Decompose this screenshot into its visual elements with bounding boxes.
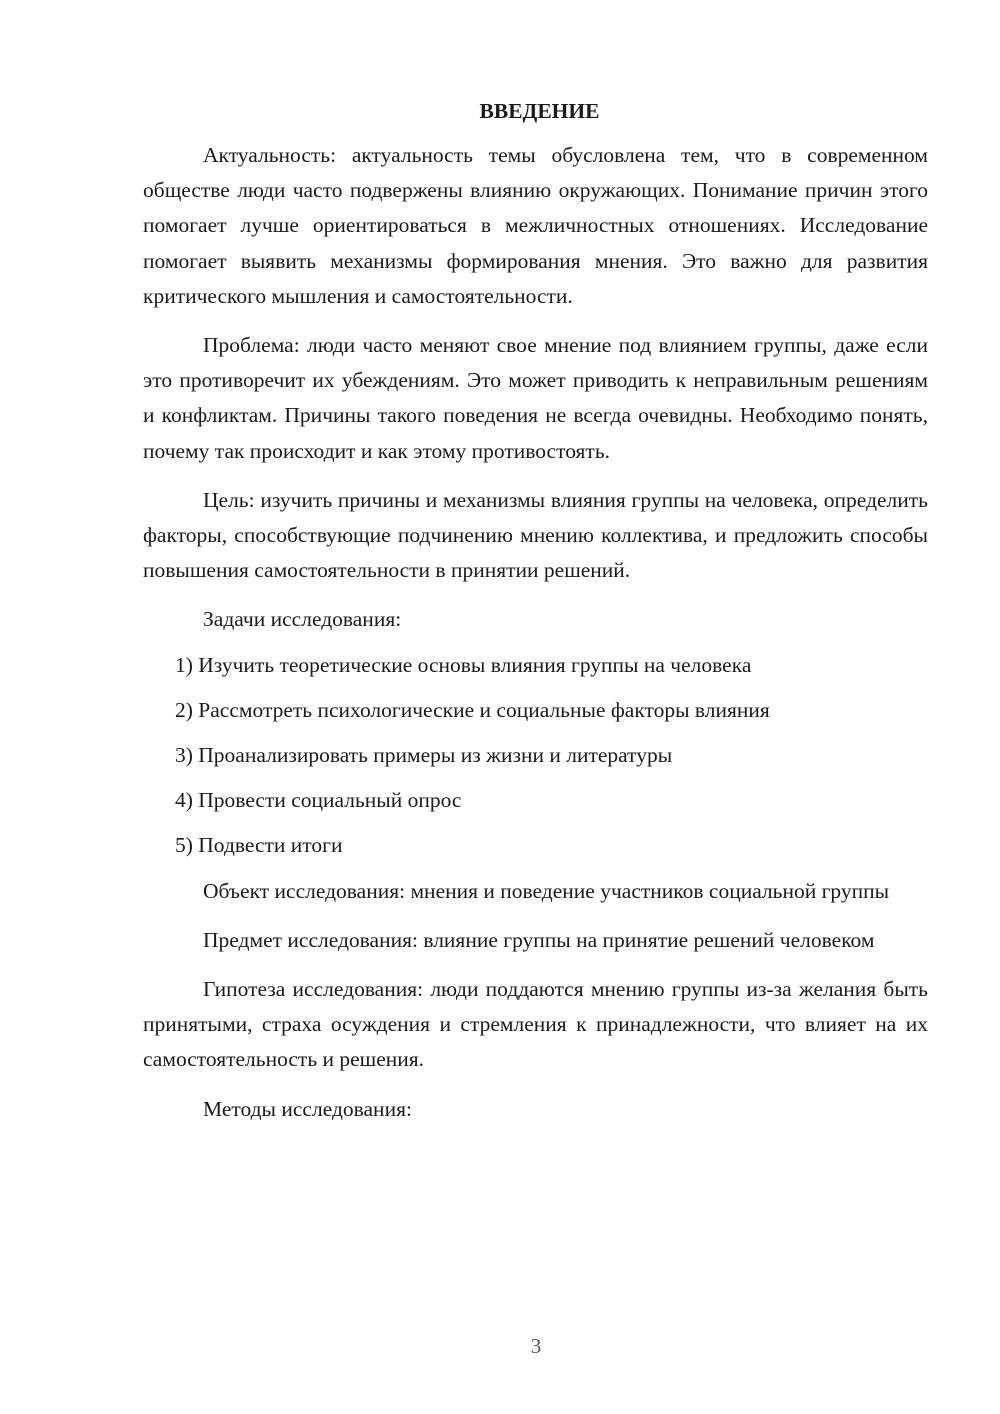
goal-paragraph: Цель: изучить причины и механизмы влияния группы на человека, определить факторы, способствующие подчинению мнению коллектива, и предложить способы повышения самостоятельности в принятии решений. xyxy=(143,487,928,583)
list-item: 2) Рассмотреть психологические и социальные факторы влияния xyxy=(175,697,770,722)
list-item: 1) Изучить теоретические основы влияния группы на человека xyxy=(175,652,752,677)
subject-paragraph: Предмет исследования: влияние группы на принятие решений человеком xyxy=(203,927,875,952)
object-paragraph: Объект исследования: мнения и поведение участников социальной группы xyxy=(203,878,890,903)
tasks-heading: Задачи исследования: xyxy=(203,607,402,632)
problem-paragraph: Проблема: люди часто меняют свое мнение под влиянием группы, даже если это противоречит их убеждениям. Это может приводить к неправильным решениям и конфликтам. Причины такого поведения не всегда очевидны. Необходимо понять, почему так происходит и как этому противостоять. xyxy=(143,333,928,463)
page-title: ВВЕДЕНИЕ xyxy=(479,99,600,123)
list-item: 3) Проанализировать примеры из жизни и литературы xyxy=(175,743,673,768)
methods-heading: Методы исследования: xyxy=(203,1096,412,1121)
page-number: 3 xyxy=(530,1334,542,1358)
relevance-paragraph: Актуальность: актуальность темы обусловлена тем, что в современном обществе люди часто подвержены влиянию окружающих. Понимание причин этого помогает лучше ориентироваться в межличностных отношениях. Исследование помогает выявить механизмы формирования мнения. Это важно для развития критического мышления и самостоятельности. xyxy=(143,143,928,308)
tasks-list xyxy=(143,648,928,864)
hypothesis-paragraph: Гипотеза исследования: люди поддаются мнению группы из-за желания быть принятыми, страха осуждения и стремления к принадлежности, что влияет на их самостоятельность и решения. xyxy=(143,977,928,1072)
document-page xyxy=(143,96,928,1127)
list-item: 4) Провести социальный опрос xyxy=(175,788,462,813)
list-item: 5) Подвести итоги xyxy=(175,833,343,858)
